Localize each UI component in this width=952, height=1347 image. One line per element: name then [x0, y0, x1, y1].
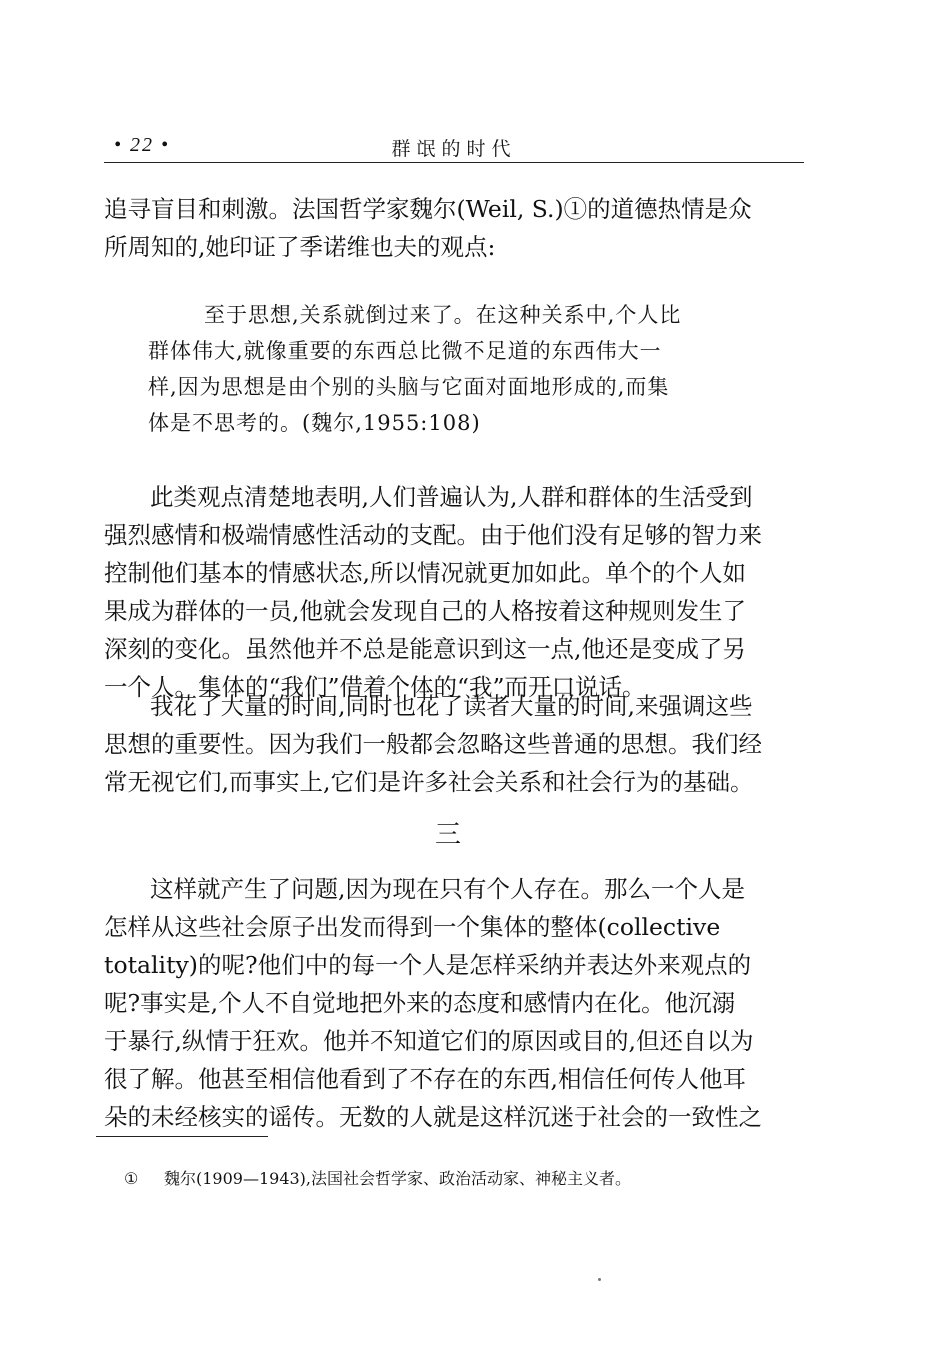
scan-speck	[598, 1278, 601, 1281]
page-header	[104, 132, 804, 162]
text-line: 常无视它们,而事实上,它们是许多社会关系和社会行为的基础。	[104, 768, 754, 796]
text-line: 这样就产生了问题,因为现在只有个人存在。那么一个人是	[150, 875, 745, 903]
paragraph-2	[104, 478, 804, 706]
text-line: 果成为群体的一员,他就会发现自己的人格按着这种规则发生了	[104, 597, 746, 625]
header-rule	[104, 162, 804, 163]
section-number: 三	[434, 820, 461, 850]
text-line: totality)的呢?他们中的每一个人是怎样采纳并表达外来观点的	[104, 951, 752, 979]
paragraph-1	[104, 190, 804, 266]
text-line: 于暴行,纵情于狂欢。他并不知道它们的原因或目的,但还自以为	[104, 1027, 754, 1055]
text-line: 思想的重要性。因为我们一般都会忽略这些普通的思想。我们经	[104, 730, 762, 758]
paragraph-4	[104, 870, 804, 1136]
text-line: 呢?事实是,个人不自觉地把外来的态度和感情内在化。他沉溺	[104, 989, 736, 1017]
text-line: 控制他们基本的情感状态,所以情况就更加如此。单个的个人如	[104, 559, 746, 587]
text-line: 强烈感情和极端情感性活动的支配。由于他们没有足够的智力来	[104, 521, 762, 549]
text-line: 所周知的,她印证了季诺维也夫的观点:	[104, 233, 496, 261]
page-number: • 22 •	[114, 134, 171, 156]
text-line: 此类观点清楚地表明,人们普遍认为,人群和群体的生活受到	[150, 483, 753, 511]
footnote-mark: ①	[124, 1169, 139, 1188]
block-quote	[148, 297, 758, 441]
quote-line: 样,因为思想是由个别的头脑与它面对面地形成的,而集	[148, 375, 670, 399]
text-line: 我花了大量的时间,同时也花了读者大量的时间,来强调这些	[150, 692, 753, 720]
text-line: 深刻的变化。虽然他并不总是能意识到这一点,他还是变成了另	[104, 635, 746, 663]
footnote-rule	[96, 1136, 268, 1137]
quote-line: 体是不思考的。(魏尔,1955:108)	[148, 411, 481, 435]
footnote	[124, 1166, 631, 1189]
text-line: 很了解。他甚至相信他看到了不存在的东西,相信任何传人他耳	[104, 1065, 746, 1093]
text-line: 追寻盲目和刺激。法国哲学家魏尔(Weil, S.)①的道德热情是众	[104, 195, 752, 223]
quote-line: 群体伟大,就像重要的东西总比微不足道的东西伟大一	[148, 339, 662, 363]
paragraph-3	[104, 687, 804, 801]
running-title: 群氓的时代	[391, 138, 517, 160]
text-line: 朵的未经核实的谣传。无数的人就是这样沉迷于社会的一致性之	[104, 1103, 762, 1131]
text-line: 怎样从这些社会原子出发而得到一个集体的整体(collective	[104, 913, 721, 941]
footnote-text: 魏尔(1909—1943),法国社会哲学家、政治活动家、神秘主义者。	[164, 1169, 632, 1188]
text-line: 一个人。集体的“我们”借着个体的“我”而开口说话。	[104, 673, 646, 701]
quote-line: 至于思想,关系就倒过来了。在这种关系中,个人比	[204, 303, 682, 327]
